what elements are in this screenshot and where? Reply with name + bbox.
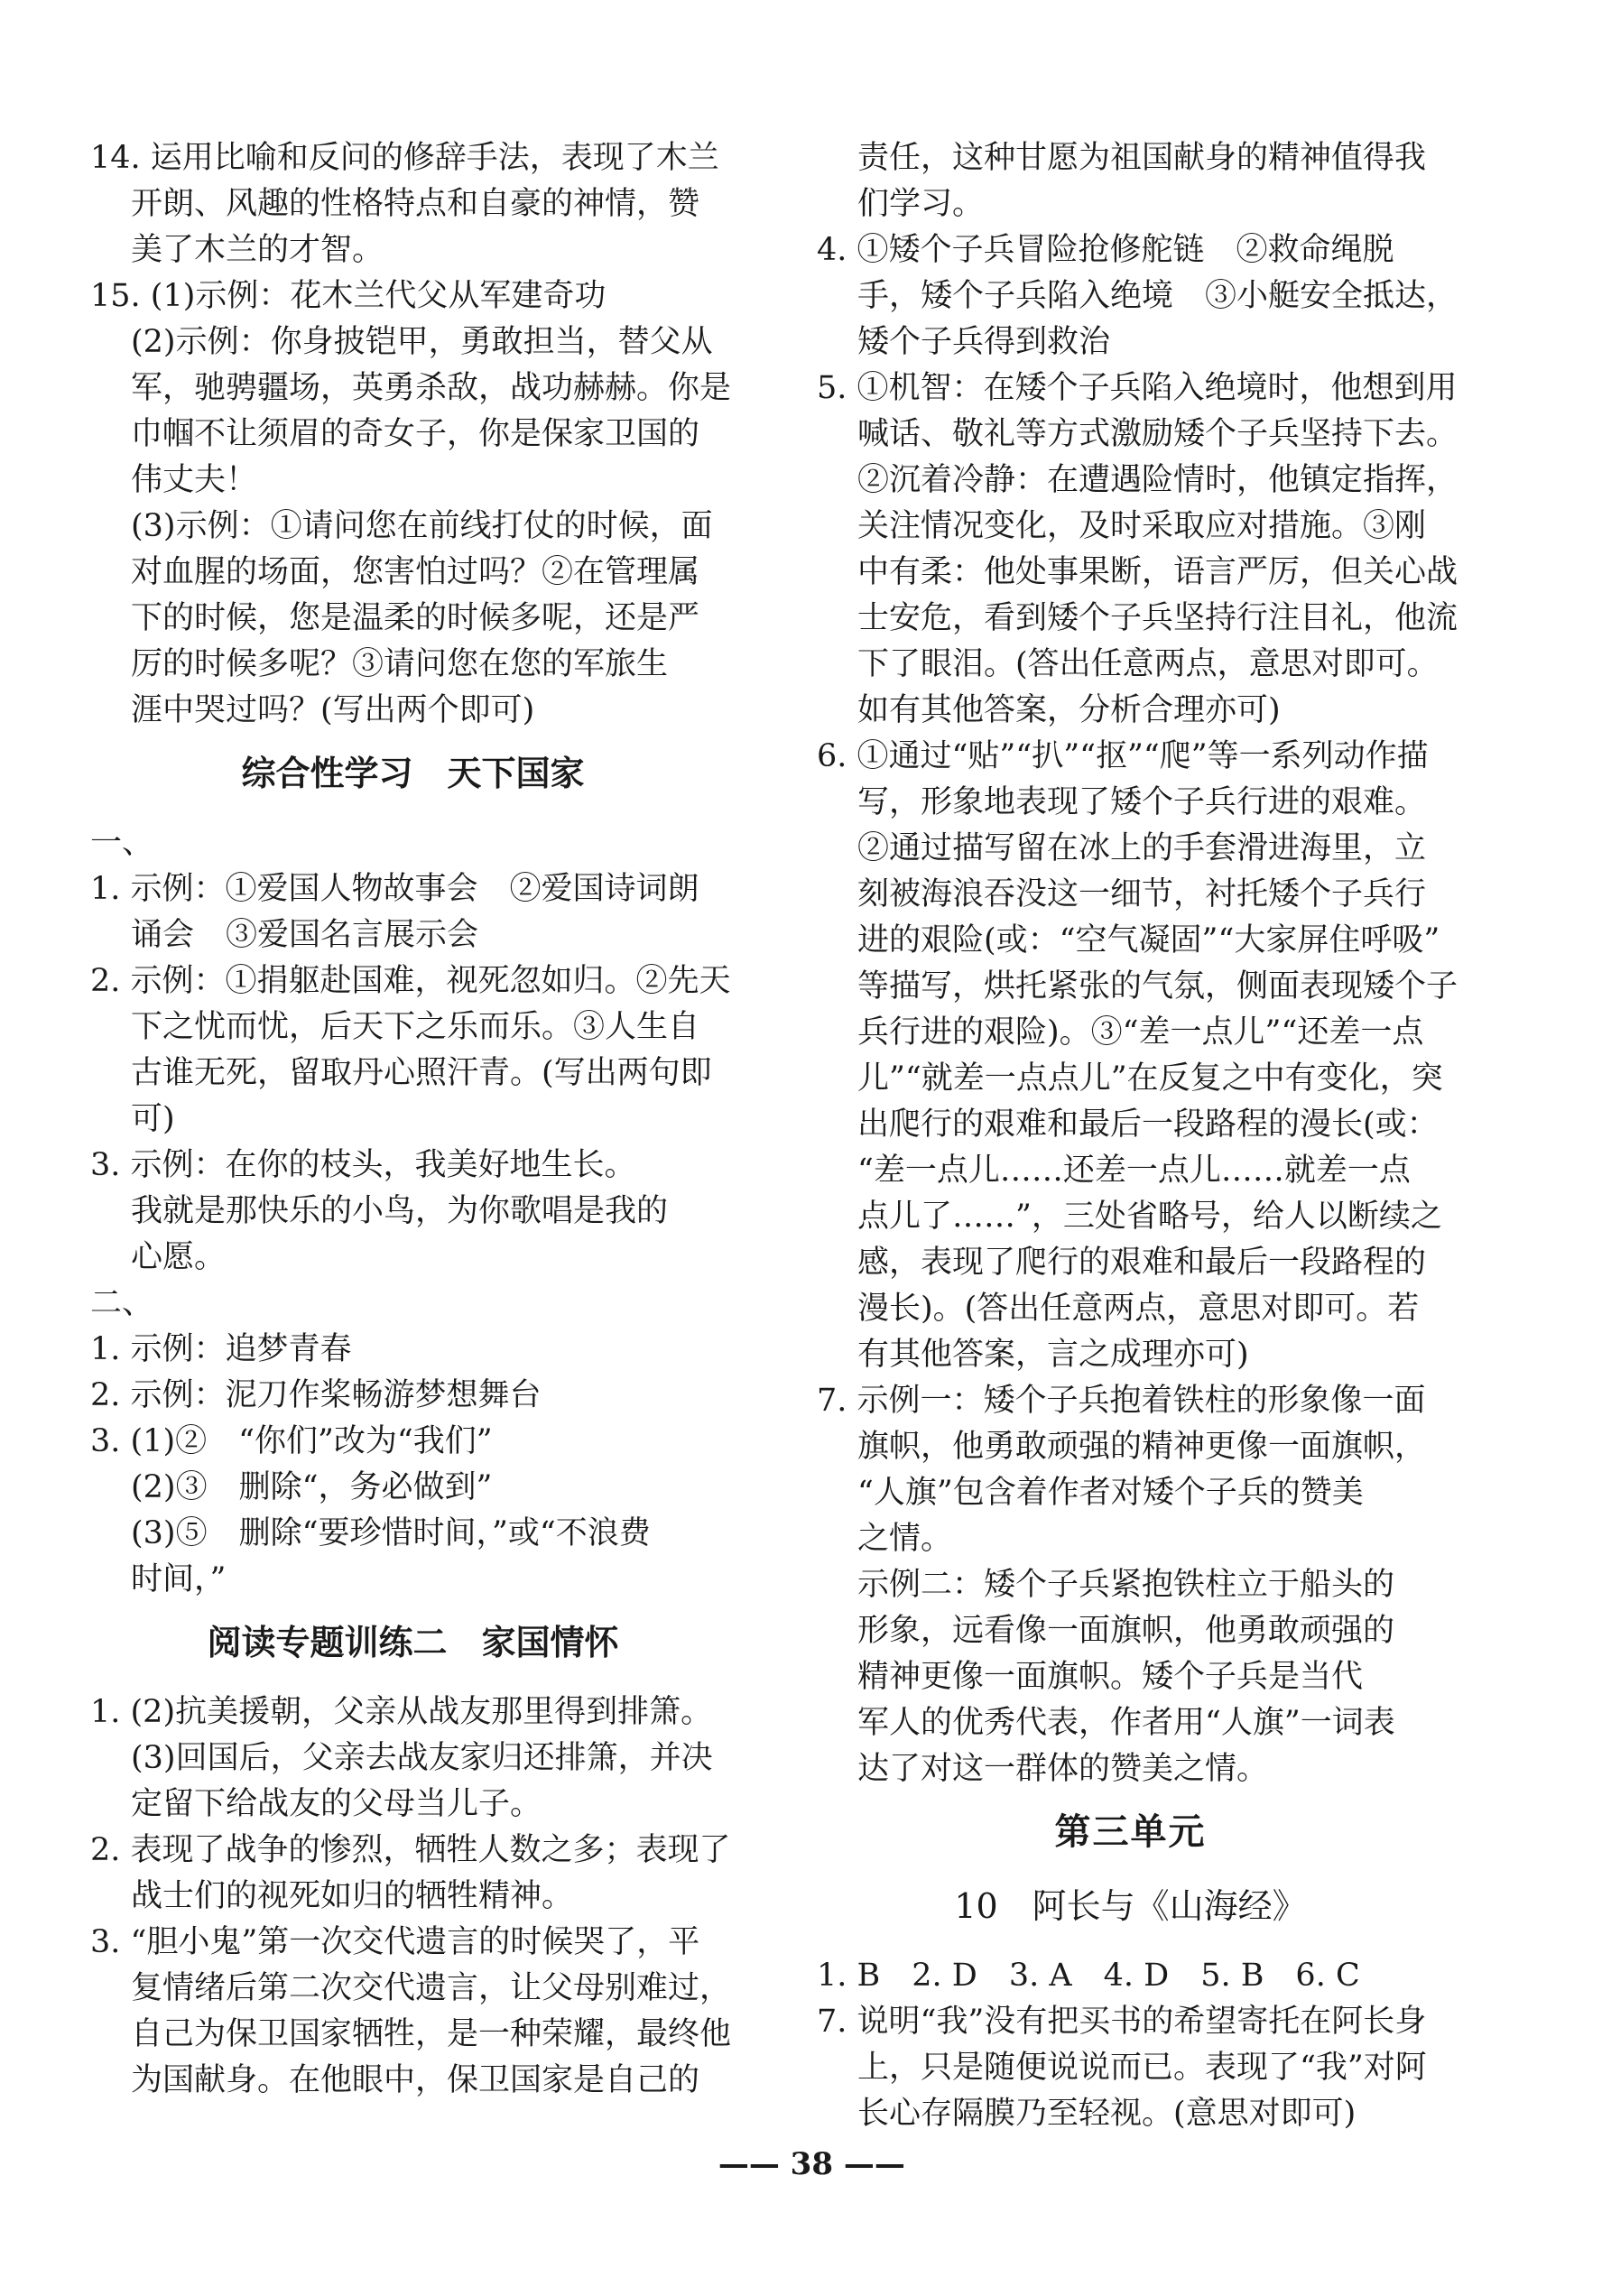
text-line: 点儿了……”，三处省略号，给人以断续之 <box>857 1199 1442 1235</box>
text-line: 定留下给战友的父母当儿子。 <box>131 1786 542 1822</box>
text-line: 儿”“就差一点点儿”在反复之中有变化，突 <box>857 1060 1443 1097</box>
text-line: 军，驰骋疆场，英勇杀敌，战功赫赫。你是 <box>131 370 732 406</box>
text-line: 4. ①矮个子兵冒险抢修舵链 ②救命绳脱 <box>817 232 1394 268</box>
text-line: 下的时候，您是温柔的时候多呢，还是严 <box>131 600 700 636</box>
text-line: 如有其他答案，分析合理亦可) <box>857 692 1281 728</box>
right-column <box>817 135 1458 2137</box>
text-line: 二、 <box>90 1285 154 1321</box>
text-line: 1. (2)抗美援朝，父亲从战友那里得到排箫。 <box>90 1694 713 1730</box>
text-line: 喊话、敬礼等方式激励矮个子兵坚持下去。 <box>857 416 1458 452</box>
text-line: 1. 示例：①爱国人物故事会 ②爱国诗词朗 <box>90 871 699 907</box>
text-line: 责任，这种甘愿为祖国献身的精神值得我 <box>857 140 1427 176</box>
text-line: 写，形象地表现了矮个子兵行进的艰难。 <box>857 784 1427 820</box>
text-line: 2. 示例：①捐躯赴国难，视死忽如归。②先天 <box>90 963 731 999</box>
text-line: 进的艰险(或：“空气凝固”“大家屏住呼吸” <box>857 922 1440 958</box>
text-line: 伟丈夫！ <box>131 462 258 498</box>
text-line: 复情绪后第二次交代遗言，让父母别难过， <box>131 1970 732 2006</box>
footer-dash-left: —— <box>718 2146 791 2182</box>
text-line: 中有柔：他处事果断，语言严厉，但关心战 <box>857 554 1458 590</box>
text-line: 3. (1)② “你们”改为“我们” <box>90 1423 493 1459</box>
text-line: 手，矮个子兵陷入绝境 ③小艇安全抵达， <box>857 278 1458 314</box>
text-line: “差一点儿……还差一点儿……就差一点 <box>857 1153 1411 1189</box>
text-line: 涯中哭过吗？(写出两个即可) <box>131 692 535 728</box>
text-line: 下了眼泪。(答出任意两点，意思对即可。 <box>857 646 1439 682</box>
text-line: (3)示例：①请问您在前线打仗的时候，面 <box>131 508 713 544</box>
text-line: 战士们的视死如归的牺牲精神。 <box>131 1878 574 1914</box>
text-line: 军人的优秀代表，作者用“人旗”一词表 <box>857 1705 1395 1741</box>
footer-dash-right: —— <box>833 2146 905 2182</box>
section-heading: 10 阿长与《山海经》 <box>954 1886 1307 1926</box>
text-line: 形象，远看像一面旗帜，他勇敢顽强的 <box>857 1613 1395 1649</box>
section-heading: 综合性学习 天下国家 <box>241 754 585 793</box>
text-line: (2)示例：你身披铠甲，勇敢担当，替父从 <box>131 324 713 360</box>
text-line: 开朗、风趣的性格特点和自豪的神情，赞 <box>131 186 700 222</box>
page-footer <box>0 2110 1602 2182</box>
text-line: 们学习。 <box>857 186 985 222</box>
text-line: ②通过描写留在冰上的手套滑进海里，立 <box>857 830 1427 866</box>
text-line: 精神更像一面旗帜。矮个子兵是当代 <box>857 1659 1364 1695</box>
text-line: 15. (1)示例：花木兰代父从军建奇功 <box>90 278 607 314</box>
text-line: 2. 表现了战争的惨烈，牺牲人数之多；表现了 <box>90 1832 731 1868</box>
text-line: 5. ①机智：在矮个子兵陷入绝境时，他想到用 <box>817 370 1458 406</box>
text-line: 心愿。 <box>131 1239 227 1275</box>
text-line: 一、 <box>90 825 154 861</box>
text-line: 诵会 ③爱国名言展示会 <box>131 917 479 953</box>
text-line: 等描写，烘托紧张的气氛，侧面表现矮个子 <box>857 968 1458 1004</box>
text-line: 有其他答案，言之成理亦可) <box>857 1337 1249 1373</box>
page-number: 38 <box>790 2146 833 2182</box>
text-line: 刻被海浪吞没这一细节，衬托矮个子兵行 <box>857 876 1427 912</box>
text-line: 巾帼不让须眉的奇女子，你是保家卫国的 <box>131 416 700 452</box>
text-line: 上，只是随便说说而已。表现了“我”对阿 <box>857 2050 1427 2086</box>
text-line: 之情。 <box>857 1521 953 1557</box>
text-line: 为国献身。在他眼中，保卫国家是自己的 <box>131 2062 700 2098</box>
text-line: 可) <box>131 1101 175 1137</box>
text-line: 下之忧而忧，后天下之乐而乐。③人生自 <box>131 1009 700 1045</box>
left-column <box>90 135 736 2104</box>
text-line: 对血腥的场面，您害怕过吗？②在管理属 <box>131 554 700 590</box>
text-line: (3)回国后，父亲去战友家归还排箫，并决 <box>131 1740 713 1776</box>
text-line: 7. 说明“我”没有把买书的希望寄托在阿长身 <box>817 2004 1427 2040</box>
text-line: 2. 示例：泥刀作桨畅游梦想舞台 <box>90 1377 542 1413</box>
text-line: 旗帜，他勇敢顽强的精神更像一面旗帜， <box>857 1429 1427 1465</box>
text-line: 时间，” <box>131 1561 227 1597</box>
text-line: 自己为保卫国家牺牲，是一种荣耀，最终他 <box>131 2016 732 2052</box>
text-line: 关注情况变化，及时采取应对措施。③刚 <box>857 508 1427 544</box>
text-line: ②沉着冷静：在遭遇险情时，他镇定指挥， <box>857 462 1458 498</box>
text-line: 士安危，看到矮个子兵坚持行注目礼，他流 <box>857 600 1458 636</box>
text-line: (2)③ 删除“，务必做到” <box>131 1469 493 1505</box>
text-line: 漫长)。(答出任意两点，意思对即可。若 <box>857 1291 1420 1327</box>
text-line: 美了木兰的才智。 <box>131 232 384 268</box>
text-line: (3)⑤ 删除“要珍惜时间，”或“不浪费 <box>131 1515 651 1551</box>
text-line: 1. 示例：追梦青春 <box>90 1331 352 1367</box>
section-heading: 阅读专题训练二 家国情怀 <box>207 1623 619 1662</box>
text-line: 7. 示例一：矮个子兵抱着铁柱的形象像一面 <box>817 1383 1426 1419</box>
text-line: 长心存隔膜乃至轻视。(意思对即可) <box>857 2096 1357 2132</box>
text-line: 14. 运用比喻和反问的修辞手法，表现了木兰 <box>90 140 719 176</box>
text-line: 出爬行的艰难和最后一段路程的漫长(或： <box>857 1106 1439 1143</box>
text-line: 达了对这一群体的赞美之情。 <box>857 1751 1269 1787</box>
text-line: 感，表现了爬行的艰难和最后一段路程的 <box>857 1245 1427 1281</box>
section-heading: 第三单元 <box>1054 1811 1207 1853</box>
text-line: “人旗”包含着作者对矮个子兵的赞美 <box>857 1475 1364 1511</box>
text-line: 兵行进的艰险)。③“差一点儿”“还差一点 <box>857 1014 1424 1051</box>
text-line: 1. B 2. D 3. A 4. D 5. B 6. C <box>817 1958 1360 1994</box>
text-line: 6. ①通过“贴”“扒”“抠”“爬”等一系列动作描 <box>817 738 1429 774</box>
text-line: 我就是那快乐的小鸟，为你歌唱是我的 <box>131 1193 669 1229</box>
text-line: 矮个子兵得到救治 <box>857 324 1111 360</box>
text-line: 古谁无死，留取丹心照汗青。(写出两句即 <box>131 1055 712 1091</box>
text-line: 3. “胆小鬼”第一次交代遗言的时候哭了，平 <box>90 1924 700 1960</box>
text-line: 3. 示例：在你的枝头，我美好地生长。 <box>90 1147 636 1183</box>
text-line: 示例二：矮个子兵紧抱铁柱立于船头的 <box>857 1567 1395 1603</box>
text-line: 厉的时候多呢？③请问您在您的军旅生 <box>131 646 669 682</box>
